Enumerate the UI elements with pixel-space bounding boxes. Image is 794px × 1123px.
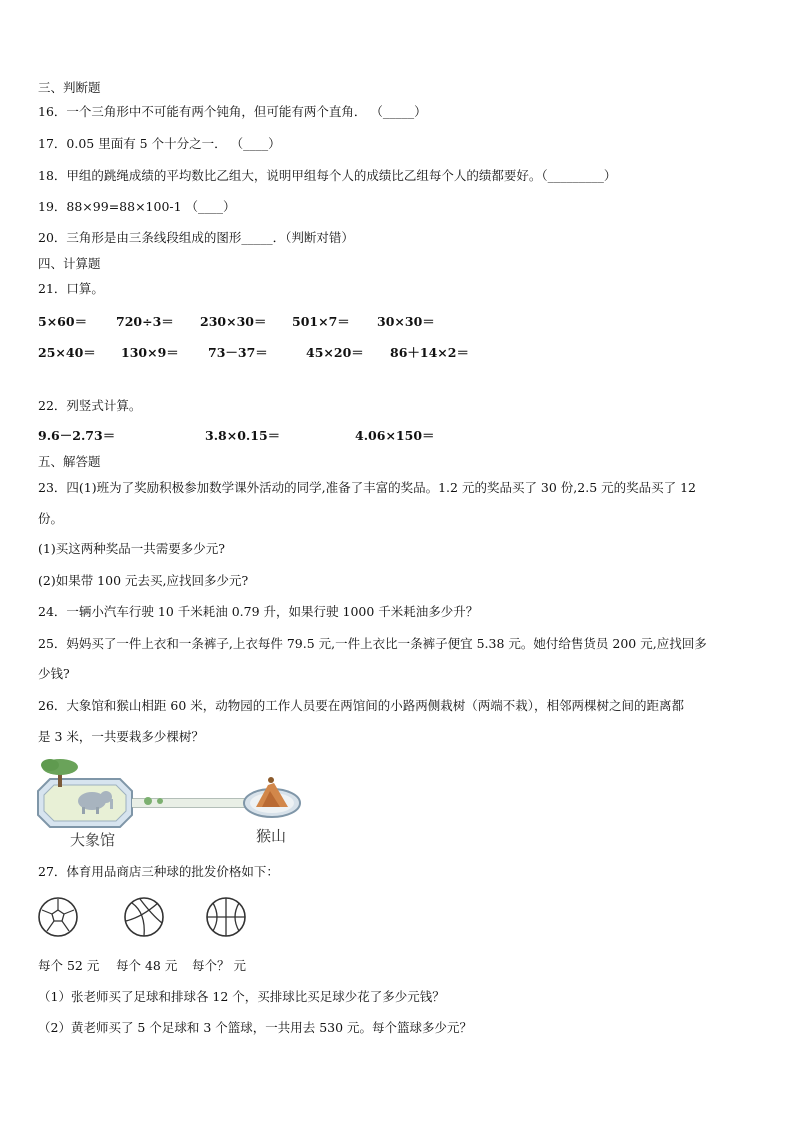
question-19: 19．88×99=88×100-1 （____） [38, 199, 236, 214]
calc-item: 130×9＝ [121, 345, 179, 360]
question-16: 16．一个三角形中不可能有两个钝角，但可能有两个直角． （_____） [38, 104, 427, 119]
monkey-hill-label: 猴山 [256, 827, 287, 845]
monkey-hill-enclosure [244, 777, 300, 817]
question-27-part2: （2）黄老师买了 5 个足球和 3 个篮球，一共用去 530 元。每个篮球多少元？ [38, 1020, 473, 1035]
balls-row [36, 895, 256, 945]
question-20: 20．三角形是由三条线段组成的图形_____．（判断对错） [38, 230, 354, 245]
calc-item: 9.6－2.73＝ [38, 428, 116, 443]
section-title-solve: 五、解答题 [38, 454, 101, 469]
calc-item: 25×40＝ [38, 345, 96, 360]
basketball-icon [204, 895, 248, 939]
calc-item: 230×30＝ [200, 314, 267, 329]
section-title-calc: 四、计算题 [38, 256, 101, 271]
calc-item: 73－37＝ [208, 345, 268, 360]
basketball-price: 每个？ 元 [192, 958, 246, 973]
calc-item: 720÷3＝ [116, 314, 174, 329]
question-24: 24．一辆小汽车行驶 10 千米耗油 0.79 升，如果行驶 1000 千米耗油多少升？ [38, 604, 479, 619]
question-26-line2: 是 3 米，一共要栽多少棵树？ [38, 729, 204, 744]
question-23-line1: 23．四(1)班为了奖励积极参加数学课外活动的同学,准备了丰富的奖品。1.2 元的奖品买了 30 份,2.5 元的奖品买了 12 [38, 480, 696, 495]
zoo-map-illustration [36, 755, 316, 853]
question-23-part1: (1)买这两种奖品一共需要多少元? [38, 541, 225, 556]
question-26-line1: 26．大象馆和猴山相距 60 米，动物园的工作人员要在两馆间的小路两侧栽树（两端不栽），相邻两棵树之间的距离都 [38, 698, 685, 713]
question-27-title: 27．体育用品商店三种球的批发价格如下： [38, 864, 279, 879]
question-17: 17．0.05 里面有 5 个十分之一． （____） [38, 136, 281, 151]
calc-item: 5×60＝ [38, 314, 88, 329]
question-18: 18．甲组的跳绳成绩的平均数比乙组大，说明甲组每个人的成绩比乙组每个人的绩都要好。（_________） [38, 168, 617, 183]
calc-item: 45×20＝ [306, 345, 364, 360]
question-23-part2: (2)如果带 100 元去买,应找回多少元? [38, 573, 249, 588]
calc-item: 3.8×0.15＝ [205, 428, 281, 443]
calc-item: 501×7＝ [292, 314, 350, 329]
question-25-line2: 少钱? [38, 666, 70, 681]
question-23-line2: 份。 [38, 511, 64, 526]
calc-item: 86＋14×2＝ [390, 345, 469, 360]
calc-item: 4.06×150＝ [355, 428, 435, 443]
soccer-ball-icon [36, 895, 80, 939]
volleyball-icon [122, 895, 166, 939]
question-25-line1: 25．妈妈买了一件上衣和一条裤子,上衣每件 79.5 元,一件上衣比一条裤子便宜 5.38 元。她付给售货员 200 元,应找回多 [38, 636, 707, 651]
question-21-title: 21．口算。 [38, 281, 104, 296]
elephant-house-label: 大象馆 [70, 831, 116, 849]
question-22-title: 22．列竖式计算。 [38, 398, 142, 413]
volleyball-price: 每个 48 元 [116, 958, 178, 973]
soccer-price: 每个 52 元 [38, 958, 100, 973]
question-27-part1: （1）张老师买了足球和排球各 12 个，买排球比买足球少花了多少元钱？ [38, 989, 445, 1004]
section-title-judge: 三、判断题 [38, 80, 101, 95]
calc-item: 30×30＝ [377, 314, 435, 329]
road-path [132, 797, 248, 807]
